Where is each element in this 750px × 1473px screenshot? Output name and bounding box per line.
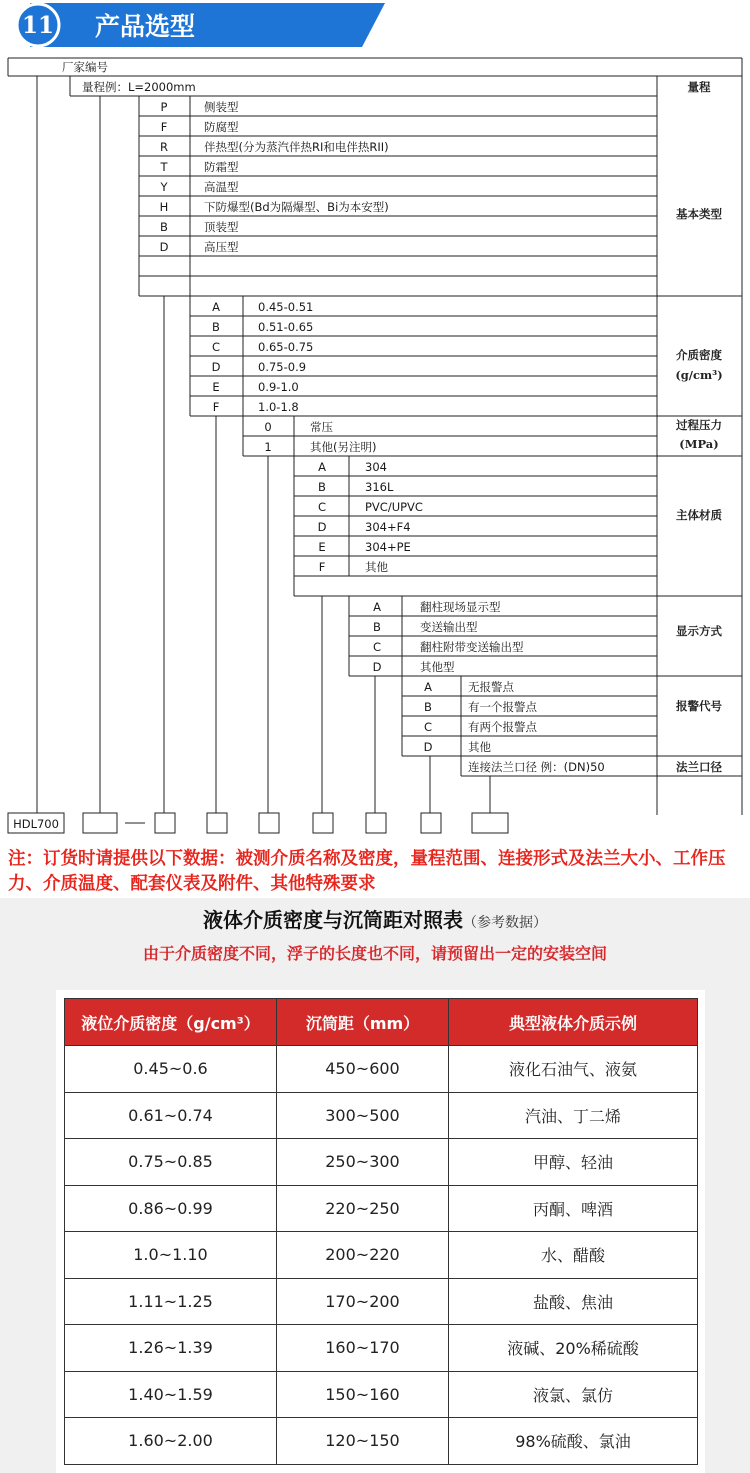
density-desc: 0.9-1.0 [258, 380, 299, 394]
display-desc: 翻柱附带变送输出型 [420, 640, 524, 654]
basic-type-code: R [160, 140, 168, 154]
model-selection-diagram [0, 50, 750, 850]
density-code: A [212, 300, 220, 314]
alarm-code: B [424, 700, 432, 714]
range-example: 量程例：L=2000mm [82, 80, 196, 94]
material-code: C [317, 500, 327, 514]
alarm-desc: 无报警点 [468, 680, 514, 694]
manufacturer-label: 厂家编号 [62, 60, 108, 74]
table-row [65, 1092, 698, 1139]
display-code: B [373, 620, 381, 634]
density-cell: 1.11~1.25 [65, 1278, 277, 1325]
alarm-code: D [423, 740, 433, 754]
basic-type-code: Y [160, 180, 168, 194]
table-row [65, 1046, 698, 1093]
display-desc: 翻柱现场显示型 [420, 600, 501, 614]
density-code: F [212, 400, 220, 414]
basic-type-code: F [160, 120, 168, 134]
alarm-desc: 其他 [468, 740, 491, 754]
section-pressure-unit: (MPa) [679, 437, 719, 451]
distance-cell: 170~200 [277, 1278, 449, 1325]
pressure-code-box [259, 813, 279, 833]
density-cell: 1.60~2.00 [65, 1418, 277, 1465]
flange-desc: 连接法兰口径 例：(DN)50 [468, 760, 605, 774]
distance-cell: 300~500 [277, 1092, 449, 1139]
material-code: B [318, 480, 326, 494]
example-cell: 丙酮、啤酒 [449, 1185, 698, 1232]
banner-title: 产品选型 [95, 12, 196, 41]
density-code: E [212, 380, 220, 394]
basic-type-code: D [159, 240, 169, 254]
example-cell: 98%硫酸、氯油 [449, 1418, 698, 1465]
section-density-unit: (g/cm³) [675, 368, 723, 382]
density-table [64, 998, 698, 1465]
material-code: D [317, 520, 327, 534]
basic-type-desc: 侧装型 [204, 100, 239, 114]
section-range: 量程 [687, 80, 711, 94]
density-desc: 0.45-0.51 [258, 300, 314, 314]
density-cell: 0.45~0.6 [65, 1046, 277, 1093]
material-desc: 304+F4 [365, 520, 411, 534]
display-code-box [366, 813, 386, 833]
section-flange: 法兰口径 [676, 760, 722, 774]
basic-type-desc: 高温型 [204, 180, 239, 194]
alarm-desc: 有一个报警点 [468, 700, 537, 714]
alarm-code-box [421, 813, 441, 833]
material-desc: 304+PE [365, 540, 411, 554]
alarm-code: C [423, 720, 433, 734]
basic-type-code: T [160, 160, 168, 174]
section-pressure: 过程压力 [676, 418, 722, 432]
density-desc: 0.51-0.65 [258, 320, 314, 334]
basic-type-desc: 防腐型 [204, 120, 239, 134]
pressure-desc: 其他(另注明) [310, 440, 377, 454]
density-code-box [207, 813, 227, 833]
table-row [65, 1371, 698, 1418]
density-cell: 0.86~0.99 [65, 1185, 277, 1232]
section-basic-type: 基本类型 [676, 207, 722, 221]
example-cell: 甲醇、轻油 [449, 1139, 698, 1186]
density-cell: 1.26~1.39 [65, 1325, 277, 1372]
table-row [65, 1139, 698, 1186]
header-density: 液位介质密度（g/cm³） [65, 999, 277, 1046]
example-cell: 汽油、丁二烯 [449, 1092, 698, 1139]
pressure-code: 1 [264, 440, 272, 454]
density-cell: 0.75~0.85 [65, 1139, 277, 1186]
basic-type-desc: 防霜型 [204, 160, 239, 174]
example-cell: 液碱、20%稀硫酸 [449, 1325, 698, 1372]
material-desc: 316L [365, 480, 394, 494]
banner-number: 11 [21, 12, 55, 39]
material-code: E [318, 540, 326, 554]
header-examples: 典型液体介质示例 [449, 999, 698, 1046]
density-cell: 1.0~1.10 [65, 1232, 277, 1279]
header-distance: 沉筒距（mm） [277, 999, 449, 1046]
flange-code-box [472, 813, 508, 833]
basic-type-code: P [160, 100, 168, 114]
table-row [65, 1185, 698, 1232]
display-code: D [372, 660, 382, 674]
basic-type-desc: 高压型 [204, 240, 239, 254]
example-cell: 水、醋酸 [449, 1232, 698, 1279]
distance-cell: 150~160 [277, 1371, 449, 1418]
section-display: 显示方式 [676, 624, 722, 638]
table-title-main: 液体介质密度与沉筒距对照表 [203, 908, 463, 932]
display-desc: 其他型 [420, 660, 455, 674]
banner-bar [30, 3, 385, 47]
density-code: B [212, 320, 220, 334]
basic-type-desc: 伴热型(分为蒸汽伴热RI和电伴热RII) [204, 140, 389, 154]
order-note: 注：订货时请提供以下数据：被测介质名称及密度，量程范围、连接形式及法兰大小、工作压力、介质温度、配套仪表及附件、其他特殊要求 [8, 849, 726, 894]
material-desc: 304 [365, 460, 387, 474]
display-desc: 变送输出型 [420, 620, 478, 634]
density-table-card [56, 990, 705, 1473]
example-cell: 盐酸、焦油 [449, 1278, 698, 1325]
distance-cell: 220~250 [277, 1185, 449, 1232]
section-material: 主体材质 [676, 508, 722, 522]
distance-cell: 250~300 [277, 1139, 449, 1186]
density-cell: 1.40~1.59 [65, 1371, 277, 1418]
density-code: D [211, 360, 221, 374]
pressure-desc: 常压 [310, 420, 333, 434]
alarm-code: A [424, 680, 432, 694]
material-desc: 其他 [365, 560, 388, 574]
display-code: A [373, 600, 381, 614]
pressure-code: 0 [264, 420, 272, 434]
density-desc: 0.75-0.9 [258, 360, 307, 374]
distance-cell: 160~170 [277, 1325, 449, 1372]
table-title-note: （参考数据） [463, 915, 547, 931]
basic-type-desc: 顶装型 [204, 220, 239, 234]
example-cell: 液化石油气、液氨 [449, 1046, 698, 1093]
section-banner [0, 0, 750, 50]
material-code-box [313, 813, 333, 833]
model-code: HDL700 [13, 817, 59, 831]
alarm-desc: 有两个报警点 [468, 720, 537, 734]
table-title [0, 904, 750, 933]
distance-cell: 120~150 [277, 1418, 449, 1465]
density-code: C [211, 340, 221, 354]
material-desc: PVC/UPVC [365, 500, 423, 514]
material-code: A [318, 460, 326, 474]
density-desc: 0.65-0.75 [258, 340, 314, 354]
density-cell: 0.61~0.74 [65, 1092, 277, 1139]
table-row [65, 1418, 698, 1465]
distance-cell: 450~600 [277, 1046, 449, 1093]
distance-cell: 200~220 [277, 1232, 449, 1279]
display-code: C [372, 640, 382, 654]
basic-type-desc: 下防爆型(Bd为隔爆型、Bi为本安型) [204, 200, 389, 214]
table-subtitle: 由于介质密度不同，浮子的长度也不同，请预留出一定的安装空间 [142, 944, 607, 963]
table-row [65, 1325, 698, 1372]
basic-type-code: H [159, 200, 169, 214]
basic-type-code-box [155, 813, 175, 833]
section-density: 介质密度 [676, 348, 722, 362]
table-header-row [65, 999, 698, 1046]
basic-type-code: B [160, 220, 168, 234]
example-cell: 液氯、氯仿 [449, 1371, 698, 1418]
range-code-box [83, 813, 117, 833]
table-row [65, 1278, 698, 1325]
material-code: F [318, 560, 326, 574]
table-row [65, 1232, 698, 1279]
density-desc: 1.0-1.8 [258, 400, 299, 414]
section-alarm: 报警代号 [676, 699, 722, 713]
